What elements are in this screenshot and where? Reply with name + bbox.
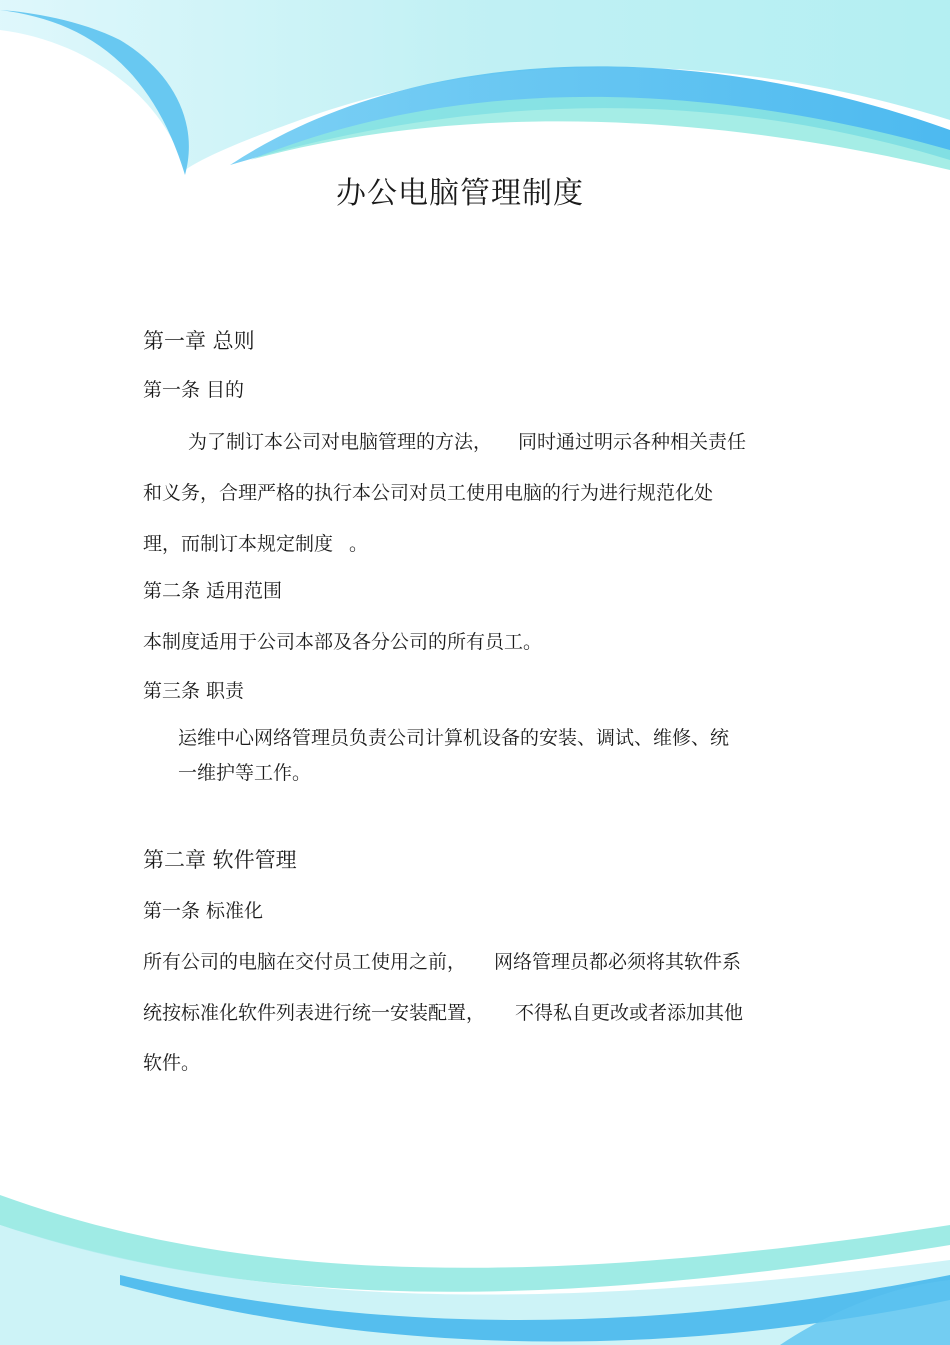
article-1-paragraph-text: 。 xyxy=(349,533,369,555)
chapter-1-heading: 第一章 总则 xyxy=(143,329,255,353)
chapter-2-paragraph-line-3: 软件。 xyxy=(143,1052,201,1074)
document-title: 办公电脑管理制度 xyxy=(336,176,584,211)
chapter-2-paragraph-text: 统按标准化软件列表进行统一安装配置， xyxy=(143,1002,486,1024)
chapter-2-paragraph-line-1 xyxy=(143,948,741,976)
article-2-heading: 第二条 适用范围 xyxy=(143,580,283,602)
chapter-2-paragraph-text: 网络管理员都必须将其软件系 xyxy=(494,951,742,973)
article-1-paragraph-text: 理，而制订本规定制度 xyxy=(143,533,334,555)
article-3-text-line-1: 运维中心网络管理员负责公司计算机设备的安装、调试、维修、统 xyxy=(178,727,730,749)
article-3-text-line-2: 一维护等工作。 xyxy=(178,762,312,784)
article-1-paragraph-text: 同时通过明示各种相关责任 xyxy=(518,431,747,453)
article-3-heading: 第三条 职责 xyxy=(143,680,245,702)
article-1-paragraph-text: 为了制订本公司对电脑管理的方法， xyxy=(188,431,493,453)
chapter-2-paragraph-line-2 xyxy=(143,999,743,1027)
article-1-paragraph-line-2: 和义务，合理严格的执行本公司对员工使用电脑的行为进行规范化处 xyxy=(143,482,714,504)
chapter-2-paragraph-text: 所有公司的电脑在交付员工使用之前， xyxy=(143,951,467,973)
chapter-2-article-1-heading: 第一条 标准化 xyxy=(143,900,264,922)
chapter-2-paragraph-text: 不得私自更改或者添加其他 xyxy=(515,1002,744,1024)
article-2-text: 本制度适用于公司本部及各分公司的所有员工。 xyxy=(143,631,543,653)
article-1-paragraph-line-3 xyxy=(143,530,368,558)
article-1-paragraph-line-1 xyxy=(188,428,746,456)
chapter-2-heading: 第二章 软件管理 xyxy=(143,848,297,872)
article-1-heading: 第一条 目的 xyxy=(143,379,245,401)
